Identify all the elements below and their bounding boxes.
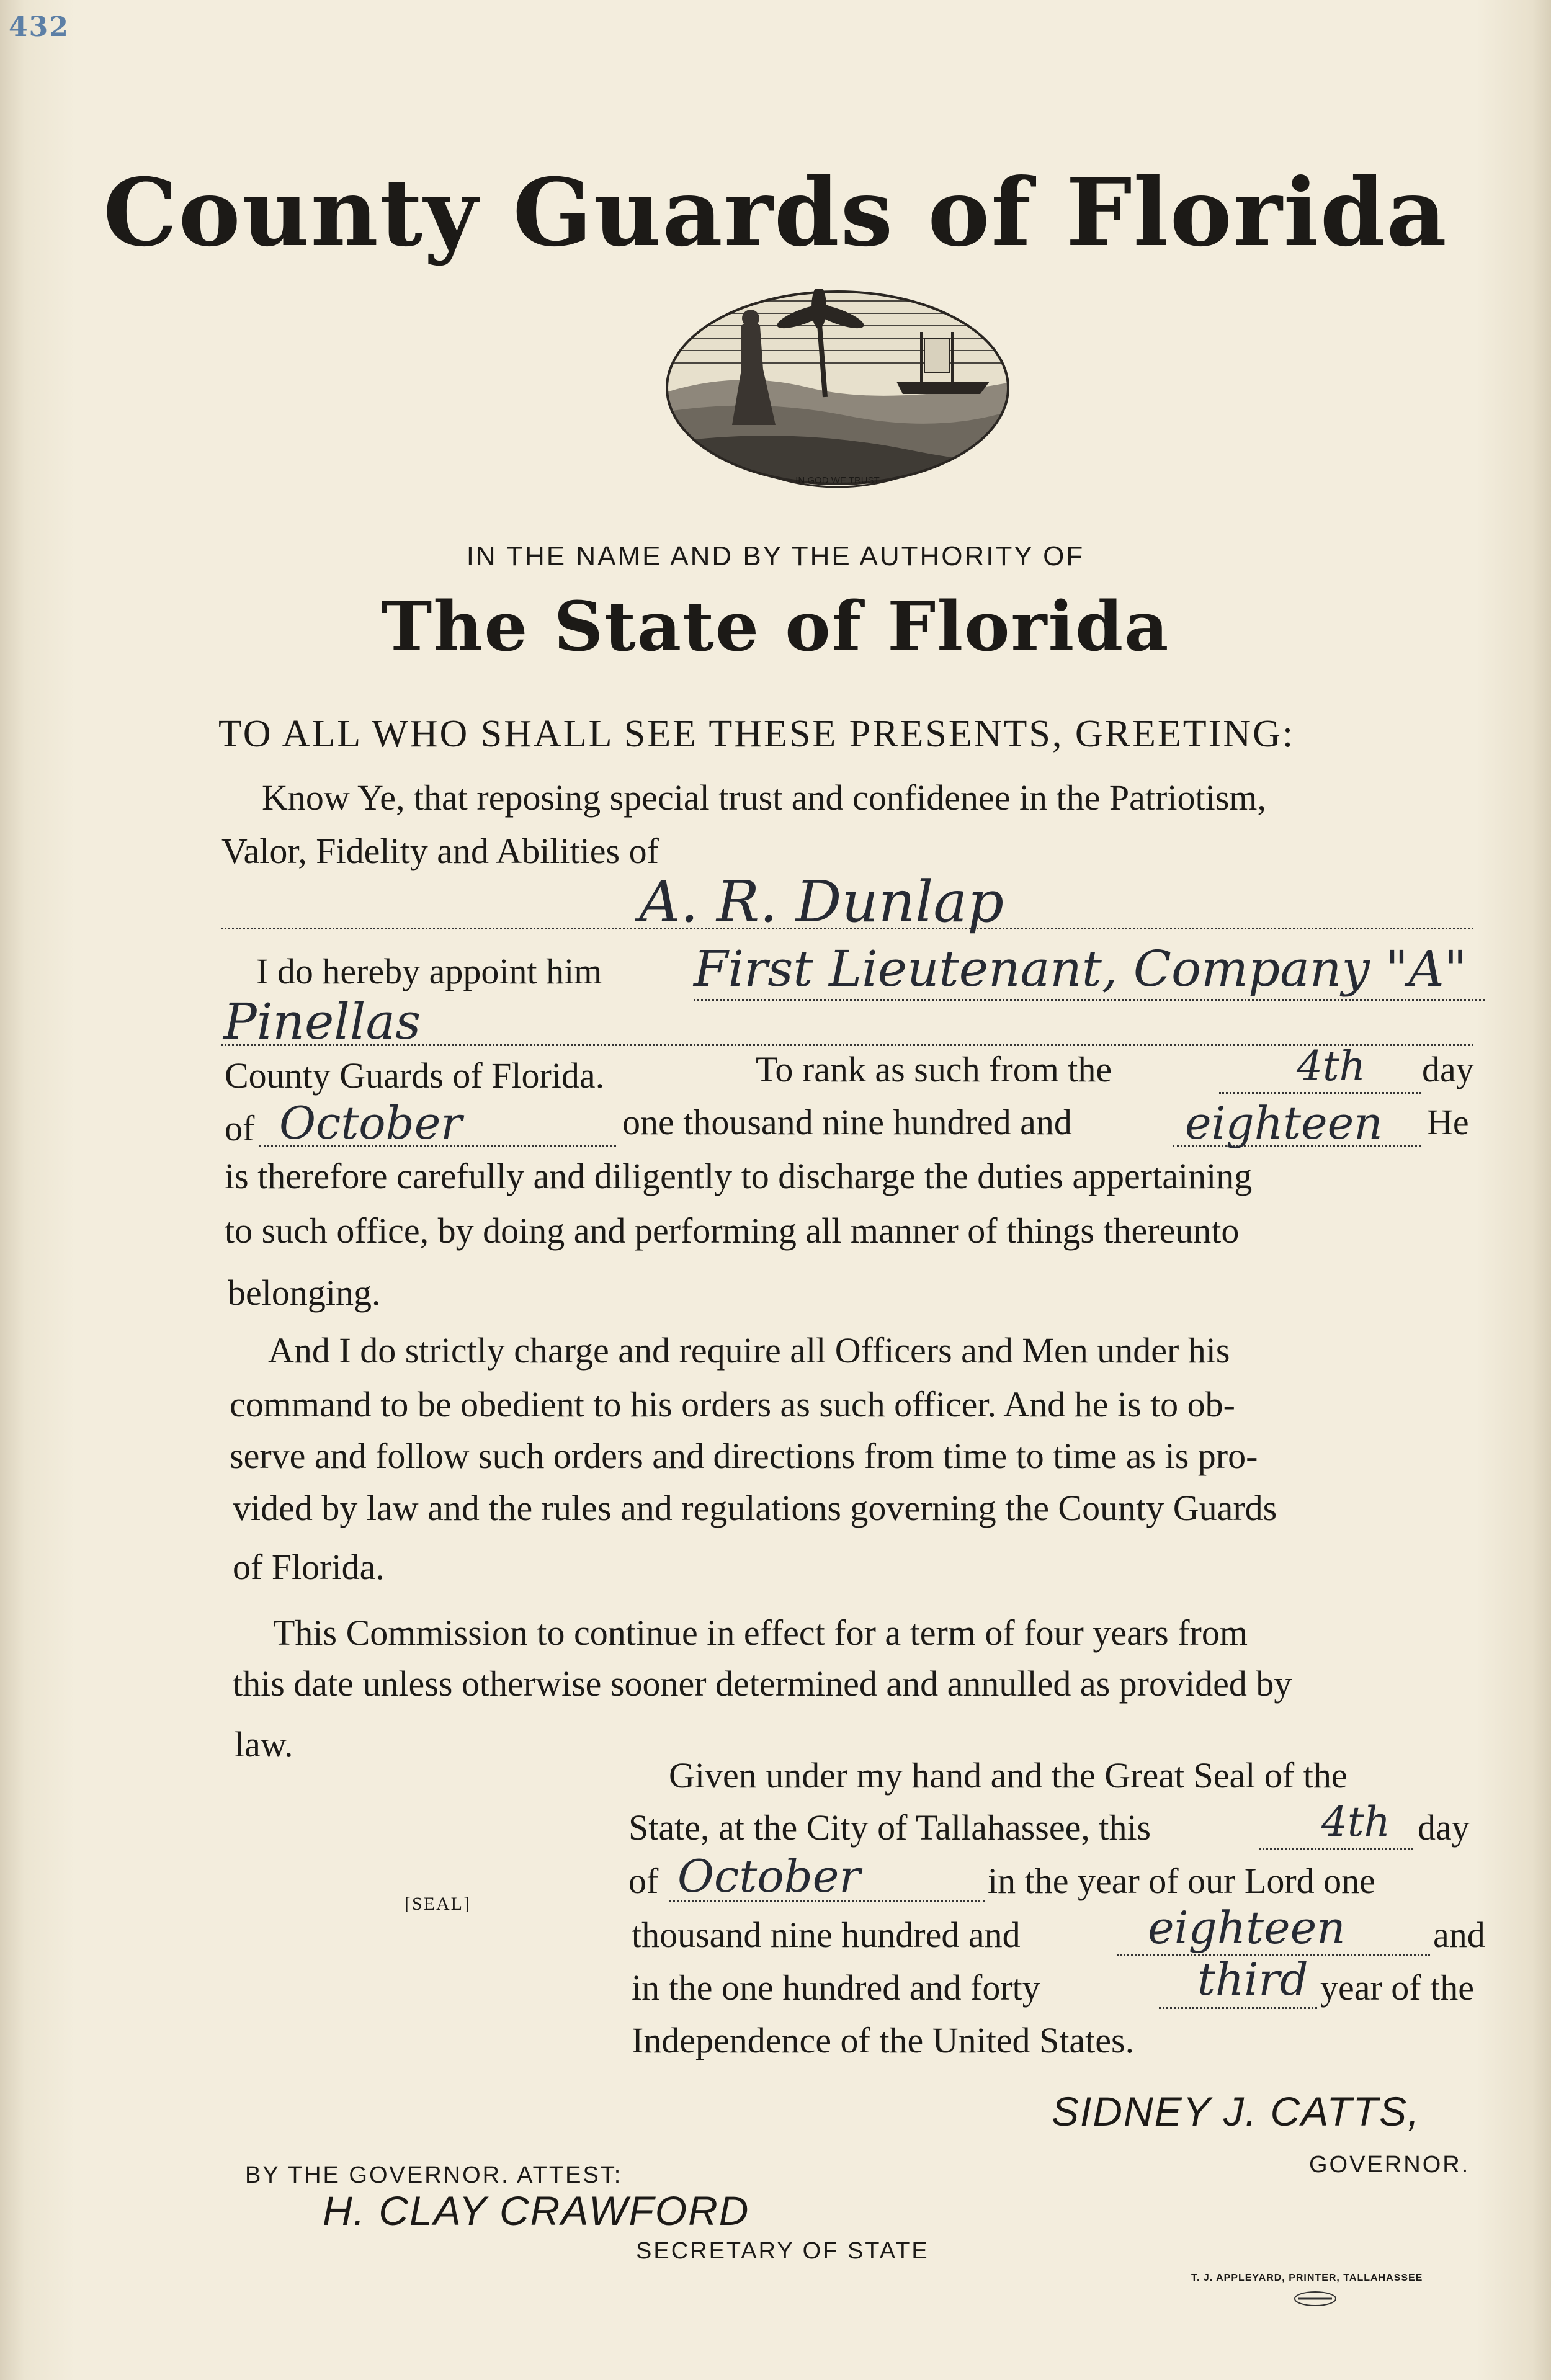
appointment-position: First Lieutenant, Company "A" (694, 940, 1467, 998)
given-line-1: Given under my hand and the Great Seal of the (669, 1755, 1348, 1796)
paragraph-2-line-5: of Florida. (233, 1547, 385, 1587)
rank-month: October (279, 1097, 462, 1149)
rank-day: 4th (1297, 1042, 1366, 1090)
attest-line: BY THE GOVERNOR. ATTEST: (245, 2162, 623, 2188)
appoint-label: I do hereby appoint him (256, 951, 602, 991)
rank-text-a: County Guards of Florida. (225, 1055, 605, 1096)
printer-mark-icon (1294, 2291, 1337, 2307)
county-name: Pinellas (223, 993, 421, 1050)
paragraph-1-line-8: belonging. (228, 1273, 381, 1313)
given-line-2a: State, at the City of Tallahassee, this (628, 1807, 1151, 1848)
rank-day-dotted-line (1219, 1092, 1421, 1094)
given-day: 4th (1321, 1798, 1391, 1846)
position-dotted-line (694, 999, 1485, 1001)
seal-label: [SEAL] (405, 1894, 471, 1914)
governor-title: GOVERNOR. (1309, 2152, 1470, 2178)
rank-day-word: day (1422, 1049, 1474, 1089)
rank-text-b: To rank as such from the (756, 1049, 1112, 1089)
secretary-title: SECRETARY OF STATE (636, 2238, 929, 2264)
rank-year-text: one thousand nine hundred and (622, 1102, 1072, 1142)
paragraph-2-line-4: vided by law and the rules and regulations governing the County Guards (233, 1488, 1277, 1528)
paragraph-1-line-1: Know Ye, that reposing special trust and confidenee in the Patriotism, (262, 777, 1266, 818)
state-title: The State of Florida (381, 586, 1170, 666)
given-line-4a: thousand nine hundred and (632, 1915, 1021, 1955)
independence-year: third (1197, 1953, 1308, 2005)
given-month: October (677, 1850, 860, 1902)
paragraph-1-line-6: is therefore carefully and diligently to discharge the duties appertaining (225, 1156, 1253, 1196)
paragraph-2-line-3: serve and follow such orders and directions from time to time as is pro- (230, 1436, 1258, 1476)
paragraph-2-line-1: And I do strictly charge and require all Officers and Men under his (268, 1330, 1230, 1371)
paragraph-1-line-7: to such office, by doing and performing all manner of things thereunto (225, 1210, 1240, 1251)
authority-line: IN THE NAME AND BY THE AUTHORITY OF (466, 541, 1085, 571)
page-number: 432 (9, 11, 69, 43)
given-line-6: Independence of the United States. (632, 2020, 1135, 2060)
paragraph-1-line-2: Valor, Fidelity and Abilities of (221, 831, 659, 871)
florida-seal-vignette (661, 289, 1014, 499)
greeting: TO ALL WHO SHALL SEE THESE PRESENTS, GREETING: (218, 713, 1295, 755)
given-line-3b: in the year of our Lord one (988, 1861, 1375, 1901)
given-line-4b: and (1433, 1915, 1485, 1955)
governor-name: SIDNEY J. CATTS, (1052, 2088, 1421, 2134)
given-day-dotted-line (1259, 1848, 1413, 1850)
given-line-5b: year of the (1320, 1967, 1474, 2008)
document-title: County Guards of Florida (103, 158, 1448, 267)
seal-motto: IN GOD WE TRUST (795, 475, 880, 486)
rank-of-word: of (225, 1108, 255, 1148)
rank-year: eighteen (1185, 1097, 1383, 1149)
he-word: He (1427, 1102, 1469, 1142)
given-line-3a: of (628, 1861, 659, 1901)
given-line-2b: day (1418, 1807, 1470, 1848)
printer-credit: T. J. APPLEYARD, PRINTER, TALLAHASSEE (1191, 2273, 1423, 2283)
given-year: eighteen (1148, 1902, 1346, 1954)
secretary-name: H. CLAY CRAWFORD (323, 2188, 750, 2234)
appointee-name: A. R. Dunlap (639, 869, 1004, 935)
given-line-5a: in the one hundred and forty (632, 1967, 1040, 2008)
paragraph-3-line-3: law. (235, 1724, 293, 1765)
paragraph-2-line-2: command to be obedient to his orders as such officer. And he is to ob- (230, 1384, 1235, 1425)
paragraph-3-line-2: this date unless otherwise sooner determined and annulled as provided by (233, 1663, 1292, 1704)
paragraph-3-line-1: This Commission to continue in effect for a term of four years from (273, 1613, 1248, 1653)
independence-year-dotted-line (1159, 2007, 1317, 2009)
